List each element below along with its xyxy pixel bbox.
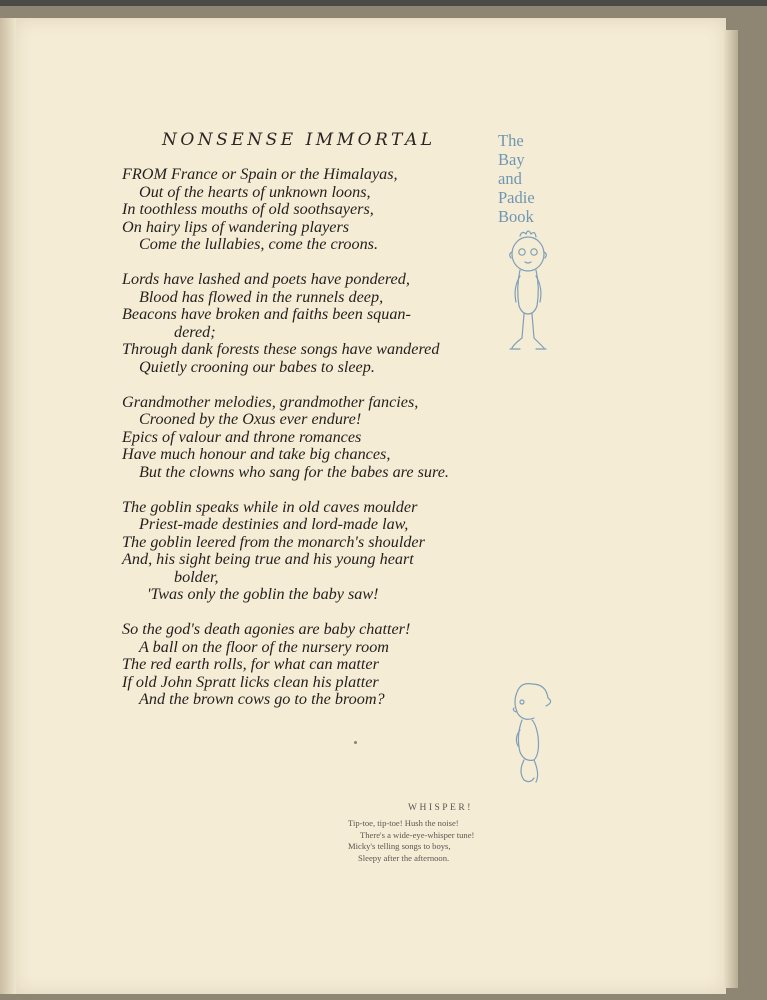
poem-line: Lords have lashed and poets have pondered, <box>122 269 410 288</box>
poem-line: And, his sight being true and his young heart <box>122 550 414 569</box>
poem-line: dered; <box>174 322 216 341</box>
side-title-word: The <box>498 131 524 150</box>
poem-line: Grandmother melodies, grandmother fancies, <box>122 392 419 411</box>
poem-line: Priest-made destinies and lord-made law, <box>139 515 409 534</box>
side-title-word: Padie <box>498 188 535 207</box>
poem-line: Out of the hearts of unknown loons, <box>139 182 371 201</box>
side-title-word: Book <box>498 207 534 226</box>
standing-baby-illustration <box>500 228 556 356</box>
poem-line: Crooned by the Oxus ever endure! <box>139 410 362 429</box>
poem-line: Blood has flowed in the runnels deep, <box>139 287 384 306</box>
side-title-word: and <box>498 169 522 188</box>
poem-line: On hairy lips of wandering players <box>122 217 350 236</box>
poem-line: The goblin leered from the monarch's shoulder <box>122 532 425 551</box>
stanza-4 <box>122 499 492 605</box>
poem-line: Through dank forests these songs have wandered <box>122 340 440 359</box>
stanza-1 <box>122 166 492 254</box>
side-book-title <box>498 131 535 226</box>
stanza-3 <box>122 394 492 482</box>
poem-line: A ball on the floor of the nursery room <box>139 637 389 656</box>
whisper-title: WHISPER! <box>408 803 473 813</box>
page-gutter <box>0 18 16 994</box>
poem-line: 'Twas only the goblin the baby saw! <box>147 585 379 604</box>
page-edge <box>724 30 738 988</box>
stanza-2 <box>122 271 492 377</box>
whisper-line: There's a wide-eye-whisper tune! <box>360 829 475 840</box>
poem-line: But the clowns who sang for the babes are sure. <box>139 462 449 481</box>
poem-line: The goblin speaks while in old caves moulder <box>122 497 418 516</box>
poem-line: bolder, <box>174 567 219 586</box>
poem-line: If old John Spratt licks clean his platter <box>122 672 379 691</box>
poem-line: Quietly crooning our babes to sleep. <box>139 357 375 376</box>
poem-line: FROM France or Spain or the Himalayas, <box>122 165 398 183</box>
kneeling-baby-illustration <box>500 680 556 790</box>
poem-line: Epics of valour and throne romances <box>122 427 362 446</box>
stanza-5 <box>122 621 492 709</box>
poem-line: Have much honour and take big chances, <box>122 445 391 464</box>
poem-line: The red earth rolls, for what can matter <box>122 655 379 674</box>
poem-line: Beacons have broken and faiths been squan- <box>122 305 411 324</box>
poem-line: And the brown cows go to the broom? <box>139 690 385 709</box>
poem-line: Come the lullabies, come the croons. <box>139 235 379 254</box>
whisper-verse <box>348 818 548 864</box>
whisper-line: Tip-toe, tip-toe! Hush the noise! <box>348 818 459 828</box>
whisper-line: Sleepy after the afternoon. <box>358 852 450 863</box>
page-speck <box>354 741 357 744</box>
whisper-line: Micky's telling songs to boys, <box>348 841 451 852</box>
poem-heading: NONSENSE IMMORTAL <box>162 130 436 150</box>
side-title-word: Bay <box>498 150 525 169</box>
poem-body <box>122 166 492 726</box>
poem-line: In toothless mouths of old soothsayers, <box>122 200 374 219</box>
poem-line: So the god's death agonies are baby chatter! <box>122 620 411 639</box>
